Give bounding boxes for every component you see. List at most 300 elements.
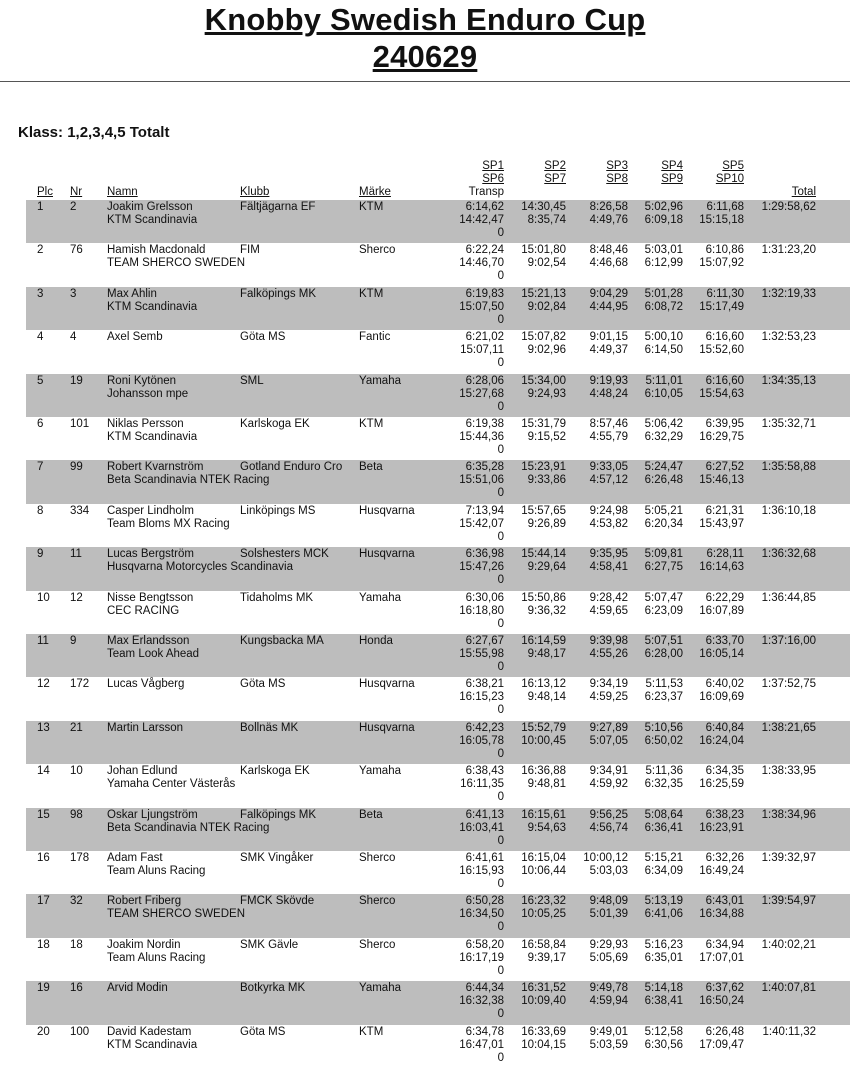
brand-cell: KTM <box>359 201 384 213</box>
sp2-time: 15:50,86 <box>521 591 566 604</box>
total-time: 1:38:33,95 <box>761 765 816 778</box>
club-cell: SMK Gävle <box>240 938 299 951</box>
brand-cell: Yamaha <box>359 765 401 778</box>
sp5-time: 6:33,70 <box>705 635 744 647</box>
sp4-time: 5:11,36 <box>645 765 683 778</box>
transp-value: 0 <box>497 487 504 500</box>
rider-name: Nisse Bengtsson <box>107 591 194 604</box>
sp5-time: 6:39,95 <box>705 418 744 430</box>
team-name: KTM Scandinavia <box>107 1038 198 1051</box>
sp10-time: 17:07,01 <box>699 951 744 964</box>
sp3-time: 8:48,46 <box>589 244 628 257</box>
sp7-time: 10:00,45 <box>521 734 566 747</box>
sp9-time: 6:35,01 <box>644 951 683 964</box>
sp7-time: 10:06,44 <box>521 865 566 877</box>
table-row <box>26 330 850 373</box>
team-name: Team Look Ahead <box>107 648 200 660</box>
transp-value: 0 <box>497 357 504 370</box>
sp10-time: 17:09,47 <box>699 1038 744 1051</box>
nr-cell: 12 <box>70 591 83 604</box>
sp1-time: 6:19,83 <box>465 287 504 300</box>
transp-value: 0 <box>497 400 504 413</box>
rider-name: Joakim Grelsson <box>107 201 193 213</box>
plc-cell: 6 <box>37 418 44 430</box>
sp3-time: 9:48,09 <box>589 895 628 908</box>
sp5-time: 6:28,11 <box>706 548 744 561</box>
brand-cell: KTM <box>359 418 384 430</box>
transp-value: 0 <box>497 313 504 326</box>
total-time: 1:35:32,71 <box>761 418 816 430</box>
table-row <box>26 981 850 1024</box>
sp5-time: 6:11,30 <box>706 287 744 300</box>
sp6-time: 14:46,70 <box>459 257 504 270</box>
sp8-time: 4:55,26 <box>589 648 628 660</box>
col-sp8: SP8 <box>606 173 628 185</box>
sp3-time: 9:24,98 <box>589 504 628 517</box>
club-cell: Göta MS <box>240 678 286 691</box>
brand-cell: Honda <box>359 635 393 647</box>
col-klubb: Klubb <box>240 186 270 198</box>
rider-name: Max Ahlin <box>107 287 157 300</box>
table-row <box>26 504 850 547</box>
club-cell: Göta MS <box>240 331 286 344</box>
table-row <box>26 460 850 503</box>
sp3-time: 9:28,42 <box>589 591 628 604</box>
sp6-time: 16:47,01 <box>459 1038 504 1051</box>
sp6-time: 15:42,07 <box>459 517 504 530</box>
sp9-time: 6:34,09 <box>644 865 683 877</box>
transp-value: 0 <box>497 704 504 717</box>
team-name: Johansson mpe <box>107 387 189 400</box>
event-date: 240629 <box>372 39 478 74</box>
sp1-time: 6:19,38 <box>465 418 504 430</box>
plc-cell: 20 <box>37 1025 50 1038</box>
plc-cell: 17 <box>37 895 50 908</box>
sp4-time: 5:05,21 <box>644 504 683 517</box>
sp9-time: 6:08,72 <box>644 300 683 313</box>
club-cell: FMCK Skövde <box>240 895 315 908</box>
col-marke: Märke <box>359 186 391 198</box>
sp5-time: 6:16,60 <box>705 374 744 387</box>
transp-value: 0 <box>497 1051 504 1064</box>
table-row <box>26 677 850 720</box>
sp2-time: 16:13,12 <box>521 678 566 691</box>
nr-cell: 9 <box>70 635 77 647</box>
table-row <box>26 938 850 981</box>
sp5-time: 6:34,94 <box>705 938 744 951</box>
sp10-time: 15:54,63 <box>699 387 744 400</box>
rider-name: Adam Fast <box>107 852 163 864</box>
transp-value: 0 <box>497 574 504 587</box>
sp1-time: 6:14,62 <box>465 201 504 213</box>
total-time: 1:38:34,96 <box>761 808 816 821</box>
table-row <box>26 287 850 330</box>
total-time: 1:29:58,62 <box>761 201 816 213</box>
sp10-time: 15:43,97 <box>699 517 744 530</box>
sp8-time: 5:03,59 <box>589 1038 628 1051</box>
sp1-time: 6:28,06 <box>465 374 504 387</box>
col-sp9: SP9 <box>661 173 683 185</box>
sp7-time: 9:24,93 <box>527 387 566 400</box>
sp1-time: 6:41,61 <box>465 852 504 864</box>
plc-cell: 15 <box>37 808 50 821</box>
sp2-time: 16:14,59 <box>521 635 566 647</box>
sp9-time: 6:30,56 <box>644 1038 683 1051</box>
nr-cell: 100 <box>70 1025 90 1038</box>
team-name: CEC RACING <box>107 604 180 617</box>
sp6-time: 15:51,06 <box>459 474 504 487</box>
transp-value: 0 <box>497 661 504 673</box>
sp3-time: 9:04,29 <box>589 287 628 300</box>
sp6-time: 15:07,11 <box>460 344 504 357</box>
table-row <box>26 243 850 286</box>
sp8-time: 4:59,65 <box>589 604 628 617</box>
brand-cell: Sherco <box>359 895 396 908</box>
transp-value: 0 <box>497 270 504 283</box>
club-cell: Falköpings MK <box>240 808 317 821</box>
sp7-time: 9:15,52 <box>527 431 566 443</box>
plc-cell: 3 <box>37 287 44 300</box>
transp-value: 0 <box>497 834 504 847</box>
sp1-time: 6:34,78 <box>465 1025 504 1038</box>
table-row <box>26 547 850 590</box>
total-time: 1:31:23,20 <box>761 244 816 257</box>
sp4-time: 5:12,58 <box>644 1025 683 1038</box>
sp7-time: 10:04,15 <box>521 1038 566 1051</box>
brand-cell: Fantic <box>359 331 391 344</box>
nr-cell: 334 <box>70 504 90 517</box>
sp8-time: 4:59,25 <box>589 691 628 704</box>
nr-cell: 2 <box>70 201 77 213</box>
sp7-time: 9:54,63 <box>527 821 566 834</box>
sp2-time: 16:15,61 <box>521 808 566 821</box>
nr-cell: 76 <box>70 244 83 257</box>
club-cell: FIM <box>240 244 260 257</box>
team-name: Beta Scandinavia NTEK Racing <box>107 474 270 487</box>
col-total: Total <box>791 186 816 198</box>
rider-name: Lucas Bergström <box>107 548 194 561</box>
sp5-time: 6:22,29 <box>705 591 744 604</box>
brand-cell: Yamaha <box>359 982 401 995</box>
team-name: Team Aluns Racing <box>107 951 206 964</box>
sp4-time: 5:10,56 <box>644 721 683 734</box>
sp7-time: 9:48,81 <box>527 778 566 791</box>
sp5-time: 6:11,68 <box>706 201 744 213</box>
rider-name: Johan Edlund <box>107 765 178 778</box>
transp-value: 0 <box>497 964 504 977</box>
sp7-time: 9:02,84 <box>527 300 566 313</box>
brand-cell: Sherco <box>359 938 396 951</box>
sp10-time: 16:29,75 <box>699 431 744 443</box>
brand-cell: Yamaha <box>359 374 401 387</box>
nr-cell: 178 <box>70 852 90 864</box>
rider-name: Max Erlandsson <box>107 635 190 647</box>
sp6-time: 15:27,68 <box>459 387 504 400</box>
sp10-time: 16:50,24 <box>699 995 744 1008</box>
sp9-time: 6:10,05 <box>644 387 683 400</box>
sp6-time: 16:03,41 <box>459 821 504 834</box>
sp9-time: 6:20,34 <box>644 517 683 530</box>
rider-name: Arvid Modin <box>107 982 168 995</box>
sp6-time: 16:15,93 <box>459 865 504 877</box>
sp2-time: 16:23,32 <box>521 895 566 908</box>
total-time: 1:37:52,75 <box>761 678 816 691</box>
sp1-time: 6:21,02 <box>465 331 504 344</box>
sp3-time: 9:39,98 <box>589 635 628 647</box>
sp9-time: 6:28,00 <box>644 648 683 660</box>
sp3-time: 9:33,05 <box>589 461 628 474</box>
table-row <box>26 374 850 417</box>
sp9-time: 6:32,29 <box>644 431 683 443</box>
sp3-time: 9:19,93 <box>589 374 628 387</box>
plc-cell: 10 <box>37 591 50 604</box>
sp8-time: 4:59,94 <box>589 995 628 1008</box>
rider-name: Oskar Ljungström <box>107 808 198 821</box>
table-row <box>26 764 850 807</box>
nr-cell: 11 <box>70 548 82 561</box>
brand-cell: Husqvarna <box>359 678 415 691</box>
plc-cell: 4 <box>37 331 44 344</box>
plc-cell: 18 <box>37 938 50 951</box>
team-name: TEAM SHERCO SWEDEN <box>107 908 246 921</box>
sp4-time: 5:06,42 <box>644 418 683 430</box>
rider-name: Casper Lindholm <box>107 504 194 517</box>
sp1-time: 6:42,23 <box>465 721 504 734</box>
plc-cell: 19 <box>37 982 50 995</box>
sp6-time: 15:55,98 <box>459 648 504 660</box>
col-plc: Plc <box>37 186 53 198</box>
sp3-time: 9:49,78 <box>589 982 628 995</box>
nr-cell: 16 <box>70 982 83 995</box>
sp6-time: 15:44,36 <box>459 431 504 443</box>
class-heading: Klass: 1,2,3,4,5 Totalt <box>18 124 170 141</box>
sp8-time: 4:49,37 <box>589 344 628 357</box>
sp2-time: 15:34,00 <box>521 374 566 387</box>
brand-cell: Beta <box>359 808 383 821</box>
sp10-time: 16:09,69 <box>699 691 744 704</box>
sp2-time: 15:07,82 <box>521 331 566 344</box>
sp3-time: 8:26,58 <box>589 201 628 213</box>
sp7-time: 9:26,89 <box>527 517 566 530</box>
sp8-time: 4:55,79 <box>589 431 628 443</box>
sp9-time: 6:50,02 <box>644 734 683 747</box>
sp7-time: 9:36,32 <box>527 604 566 617</box>
sp1-time: 6:36,98 <box>465 548 504 561</box>
sp3-time: 9:34,19 <box>589 678 628 691</box>
total-time: 1:32:53,23 <box>761 331 816 344</box>
total-time: 1:32:19,33 <box>761 287 816 300</box>
sp1-time: 6:35,28 <box>465 461 504 474</box>
rider-name: Hamish Macdonald <box>107 244 206 257</box>
transp-value: 0 <box>497 617 504 630</box>
sp4-time: 5:11,01 <box>645 374 683 387</box>
sp9-time: 6:41,06 <box>644 908 683 921</box>
sp1-time: 6:44,34 <box>465 982 504 995</box>
sp5-time: 6:40,84 <box>705 721 744 734</box>
brand-cell: Sherco <box>359 852 396 864</box>
sp10-time: 15:07,92 <box>699 257 744 270</box>
title-divider <box>0 81 850 82</box>
team-name: KTM Scandinavia <box>107 214 198 226</box>
sp6-time: 15:47,26 <box>459 561 504 574</box>
sp4-time: 5:08,64 <box>644 808 683 821</box>
sp7-time: 8:35,74 <box>527 214 566 226</box>
col-transp: Transp <box>468 186 504 198</box>
plc-cell: 8 <box>37 504 44 517</box>
transp-value: 0 <box>497 747 504 760</box>
rider-name: Roni Kytönen <box>107 374 177 387</box>
table-row <box>26 851 850 894</box>
sp9-time: 6:09,18 <box>644 214 683 226</box>
table-row <box>26 200 850 243</box>
sp4-time: 5:07,51 <box>644 635 683 647</box>
plc-cell: 7 <box>37 461 44 474</box>
sp5-time: 6:16,60 <box>705 331 744 344</box>
sp9-time: 6:26,48 <box>644 474 683 487</box>
sp6-time: 15:07,50 <box>459 300 504 313</box>
team-name: Husqvarna Motorcycles Scandinavia <box>107 561 294 574</box>
sp4-time: 5:15,21 <box>644 852 683 864</box>
sp8-time: 4:46,68 <box>589 257 628 270</box>
team-name: TEAM SHERCO SWEDEN <box>107 257 246 270</box>
col-sp1: SP1 <box>482 160 504 172</box>
team-name: KTM Scandinavia <box>107 431 198 443</box>
rider-name: Niklas Persson <box>107 418 184 430</box>
sp4-time: 5:13,19 <box>644 895 683 908</box>
sp8-time: 4:49,76 <box>589 214 628 226</box>
transp-value: 0 <box>497 791 504 804</box>
sp8-time: 4:44,95 <box>589 300 628 313</box>
brand-cell: Husqvarna <box>359 548 415 561</box>
total-time: 1:37:16,00 <box>761 635 816 647</box>
table-row <box>26 417 850 460</box>
sp3-time: 9:29,93 <box>589 938 628 951</box>
sp4-time: 5:09,81 <box>644 548 683 561</box>
nr-cell: 4 <box>70 331 77 344</box>
sp4-time: 5:24,47 <box>644 461 683 474</box>
team-name: KTM Scandinavia <box>107 300 198 313</box>
sp8-time: 5:01,39 <box>589 908 628 921</box>
sp2-time: 15:21,13 <box>521 287 566 300</box>
sp2-time: 15:31,79 <box>521 418 566 430</box>
total-time: 1:40:02,21 <box>761 938 816 951</box>
sp1-time: 6:30,06 <box>465 591 504 604</box>
sp3-time: 9:56,25 <box>589 808 628 821</box>
plc-cell: 12 <box>37 678 50 691</box>
rider-name: Robert Kvarnström <box>107 461 204 474</box>
sp2-time: 15:01,80 <box>521 244 566 257</box>
club-cell: Fältjägarna EF <box>240 201 316 213</box>
sp4-time: 5:11,53 <box>645 678 683 691</box>
col-sp10: SP10 <box>715 173 744 185</box>
total-time: 1:40:11,32 <box>762 1025 816 1038</box>
nr-cell: 101 <box>70 418 90 430</box>
club-cell: Solshesters MCK <box>240 548 329 561</box>
sp4-time: 5:01,28 <box>644 287 683 300</box>
sp4-time: 5:07,47 <box>644 591 683 604</box>
table-row <box>26 591 850 634</box>
col-sp2: SP2 <box>544 160 566 172</box>
sp7-time: 9:02,96 <box>527 344 566 357</box>
sp10-time: 16:49,24 <box>699 865 744 877</box>
sp10-time: 16:34,88 <box>699 908 744 921</box>
nr-cell: 21 <box>70 721 83 734</box>
plc-cell: 11 <box>37 635 49 647</box>
brand-cell: Husqvarna <box>359 721 415 734</box>
sp7-time: 9:48,17 <box>527 648 566 660</box>
club-cell: Linköpings MS <box>240 504 316 517</box>
sp2-time: 16:15,04 <box>521 852 566 864</box>
sp8-time: 5:05,69 <box>589 951 628 964</box>
plc-cell: 14 <box>37 765 50 778</box>
rider-name: Joakim Nordin <box>107 938 181 951</box>
plc-cell: 5 <box>37 374 44 387</box>
table-row <box>26 808 850 851</box>
sp10-time: 16:07,89 <box>699 604 744 617</box>
sp8-time: 4:53,82 <box>589 517 628 530</box>
total-time: 1:39:32,97 <box>761 852 816 864</box>
club-cell: Botkyrka MK <box>240 982 306 995</box>
plc-cell: 9 <box>37 548 44 561</box>
table-row <box>26 721 850 764</box>
sp8-time: 4:57,12 <box>589 474 628 487</box>
sp10-time: 15:15,18 <box>699 214 744 226</box>
rider-name: Lucas Vågberg <box>107 678 185 691</box>
sp2-time: 16:33,69 <box>521 1025 566 1038</box>
nr-cell: 98 <box>70 808 83 821</box>
sp2-time: 16:31,52 <box>521 982 566 995</box>
brand-cell: Husqvarna <box>359 504 415 517</box>
club-cell: Tidaholms MK <box>240 591 314 604</box>
sp2-time: 14:30,45 <box>521 201 566 213</box>
sp7-time: 9:29,64 <box>527 561 566 574</box>
sp5-time: 6:37,62 <box>705 982 744 995</box>
sp3-time: 9:49,01 <box>589 1025 628 1038</box>
rider-name: David Kadestam <box>107 1025 192 1038</box>
total-time: 1:36:10,18 <box>761 504 816 517</box>
club-cell: Bollnäs MK <box>240 721 299 734</box>
sp8-time: 5:07,05 <box>589 734 628 747</box>
sp2-time: 15:57,65 <box>521 504 566 517</box>
nr-cell: 172 <box>70 678 90 691</box>
sp1-time: 7:13,94 <box>465 504 504 517</box>
sp7-time: 9:48,14 <box>527 691 566 704</box>
sp7-time: 9:02,54 <box>527 257 566 270</box>
total-time: 1:40:07,81 <box>761 982 816 995</box>
sp1-time: 6:38,21 <box>465 678 504 691</box>
sp5-time: 6:10,86 <box>705 244 744 257</box>
sp5-time: 6:32,26 <box>705 852 744 864</box>
sp5-time: 6:27,52 <box>705 461 744 474</box>
sp4-time: 5:16,23 <box>644 938 683 951</box>
sp10-time: 15:52,60 <box>699 344 744 357</box>
table-row <box>26 634 850 677</box>
sp10-time: 16:14,63 <box>699 561 744 574</box>
table-row <box>26 1025 850 1065</box>
sp9-time: 6:36,41 <box>644 821 683 834</box>
sp1-time: 6:38,43 <box>465 765 504 778</box>
sp7-time: 10:09,40 <box>521 995 566 1008</box>
sp8-time: 4:59,92 <box>589 778 628 791</box>
brand-cell: Beta <box>359 461 383 474</box>
plc-cell: 1 <box>37 201 44 213</box>
rider-name: Martin Larsson <box>107 721 184 734</box>
sp1-time: 6:41,13 <box>465 808 504 821</box>
transp-value: 0 <box>497 921 504 934</box>
sp10-time: 16:24,04 <box>699 734 744 747</box>
plc-cell: 16 <box>37 852 50 864</box>
club-cell: Falköpings MK <box>240 287 317 300</box>
